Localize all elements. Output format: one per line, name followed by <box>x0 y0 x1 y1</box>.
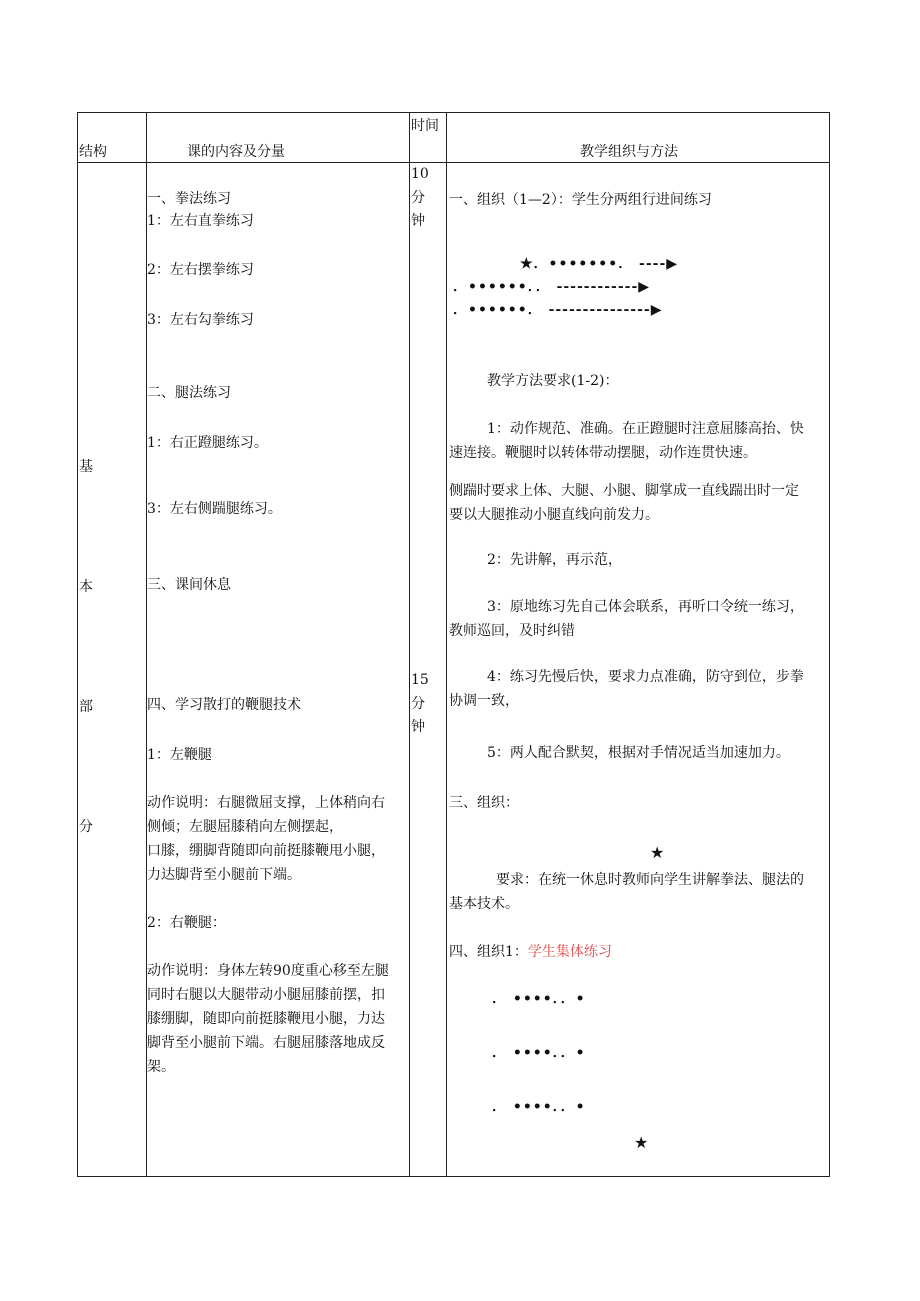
method-line: 协调一致， <box>449 693 519 709</box>
content-line: 1：左鞭腿 <box>147 747 212 763</box>
time-1-unit-a: 分 <box>411 190 425 206</box>
time-2-unit-b: 钟 <box>411 719 425 735</box>
formation-line-2: ．••••••．． ------------▶ <box>453 279 651 295</box>
content-line: 脚背至小腿前下端。右腿屈膝落地成反 <box>147 1035 385 1051</box>
content-line: 2：左右摆拳练习 <box>147 262 254 278</box>
content-line: 动作说明：身体左转90度重心移至左腿 <box>147 963 389 979</box>
section-label-char-2: 本 <box>79 579 93 595</box>
time-2-number: 15 <box>411 672 429 688</box>
content-line: 同时右腿以大腿带动小腿屈膝前摆，扣 <box>147 987 385 1003</box>
method-line: 速连接。鞭腿时以转体带动摆腿，动作连贯快速。 <box>449 445 757 461</box>
content-line: 力达脚背至小腿前下端。 <box>147 867 301 883</box>
method-line: 侧踹时要求上体、大腿、小腿、脚掌成一直线踹出时一定 <box>449 483 799 499</box>
method-line: 基本技术。 <box>449 896 519 912</box>
method-line: 要求：在统一休息时教师向学生讲解拳法、腿法的 <box>496 872 804 888</box>
method-line: 4：练习先慢后快，要求力点准确，防守到位，步拳 <box>487 669 804 685</box>
method-line: 一、组织（1—2）：学生分两组行进间练习 <box>449 192 712 208</box>
method-line: 教学方法要求(1-2)： <box>487 373 619 389</box>
content-line: 二、腿法练习 <box>147 385 231 401</box>
content-line: 2：右鞭腿： <box>147 915 226 931</box>
section-label-char-1: 基 <box>79 459 93 475</box>
content-line: 架。 <box>147 1059 175 1075</box>
organization-highlight: 学生集体练习 <box>527 944 612 960</box>
header-time: 时间 <box>411 118 439 134</box>
formation-row-2: ． ••••．．• <box>492 1045 586 1061</box>
content-line: 三、课间休息 <box>147 577 231 593</box>
method-line: 教师巡回，及时纠错 <box>449 623 575 639</box>
method-line: 5：两人配合默契，根据对手情况适当加速加力。 <box>487 745 790 761</box>
content-line: 侧倾；左腿屈膝稍向左侧摆起， <box>147 819 343 835</box>
organization-label: 四、组织1： <box>449 944 528 960</box>
time-1-number: 10 <box>411 166 429 182</box>
content-line: 膝绷脚，随即向前挺膝鞭甩小腿，力达 <box>147 1011 385 1027</box>
method-line <box>449 943 612 961</box>
content-line: 口膝，绷脚背随即向前挺膝鞭甩小腿， <box>147 843 385 859</box>
content-line: 1：右正蹬腿练习。 <box>147 435 268 451</box>
method-line: 1：动作规范、准确。在正蹬腿时注意屈膝高抬、快 <box>487 421 804 437</box>
formation-line-3: ．••••••． ---------------▶ <box>453 302 663 318</box>
content-line: 3：左右勾拳练习 <box>147 312 254 328</box>
method-line: 三、组织： <box>449 795 519 811</box>
time-1-unit-b: 钟 <box>411 213 425 229</box>
teacher-star-icon-2: ★ <box>634 1133 649 1152</box>
content-line: 四、学习散打的鞭腿技术 <box>147 697 301 713</box>
time-2-unit-a: 分 <box>411 696 425 712</box>
method-line: 要以大腿推动小腿直线向前发力。 <box>449 507 659 523</box>
table-border-left <box>77 112 78 1177</box>
content-line: 动作说明：右腿微屈支撑，上体稍向右 <box>147 795 385 811</box>
teacher-star-icon: ★ <box>650 843 665 862</box>
section-label-char-4: 分 <box>79 819 93 835</box>
method-line: 3：原地练习先自己体会联系，再听口令统一练习， <box>487 599 804 615</box>
header-method: 教学组织与方法 <box>580 144 678 160</box>
table-border-bottom <box>77 1176 830 1177</box>
table-border-top <box>77 112 830 113</box>
content-line: 3：左右侧踹腿练习。 <box>147 501 282 517</box>
column-divider-2 <box>409 112 410 1177</box>
formation-row-3: ． ••••．．• <box>492 1099 586 1115</box>
table-header-divider <box>77 162 830 163</box>
header-structure: 结构 <box>79 144 107 160</box>
section-label-char-3: 部 <box>79 699 93 715</box>
formation-line-1: ★．•••••••． ----▶ <box>520 256 679 272</box>
method-line: 2：先讲解，再示范， <box>487 552 622 568</box>
content-line: 1：左右直拳练习 <box>147 213 254 229</box>
header-content: 课的内容及分量 <box>187 144 285 160</box>
content-line: 一、拳法练习 <box>147 191 231 207</box>
column-divider-3 <box>446 112 447 1177</box>
formation-row-1: ． ••••．．• <box>492 991 586 1007</box>
table-border-right <box>829 112 830 1177</box>
